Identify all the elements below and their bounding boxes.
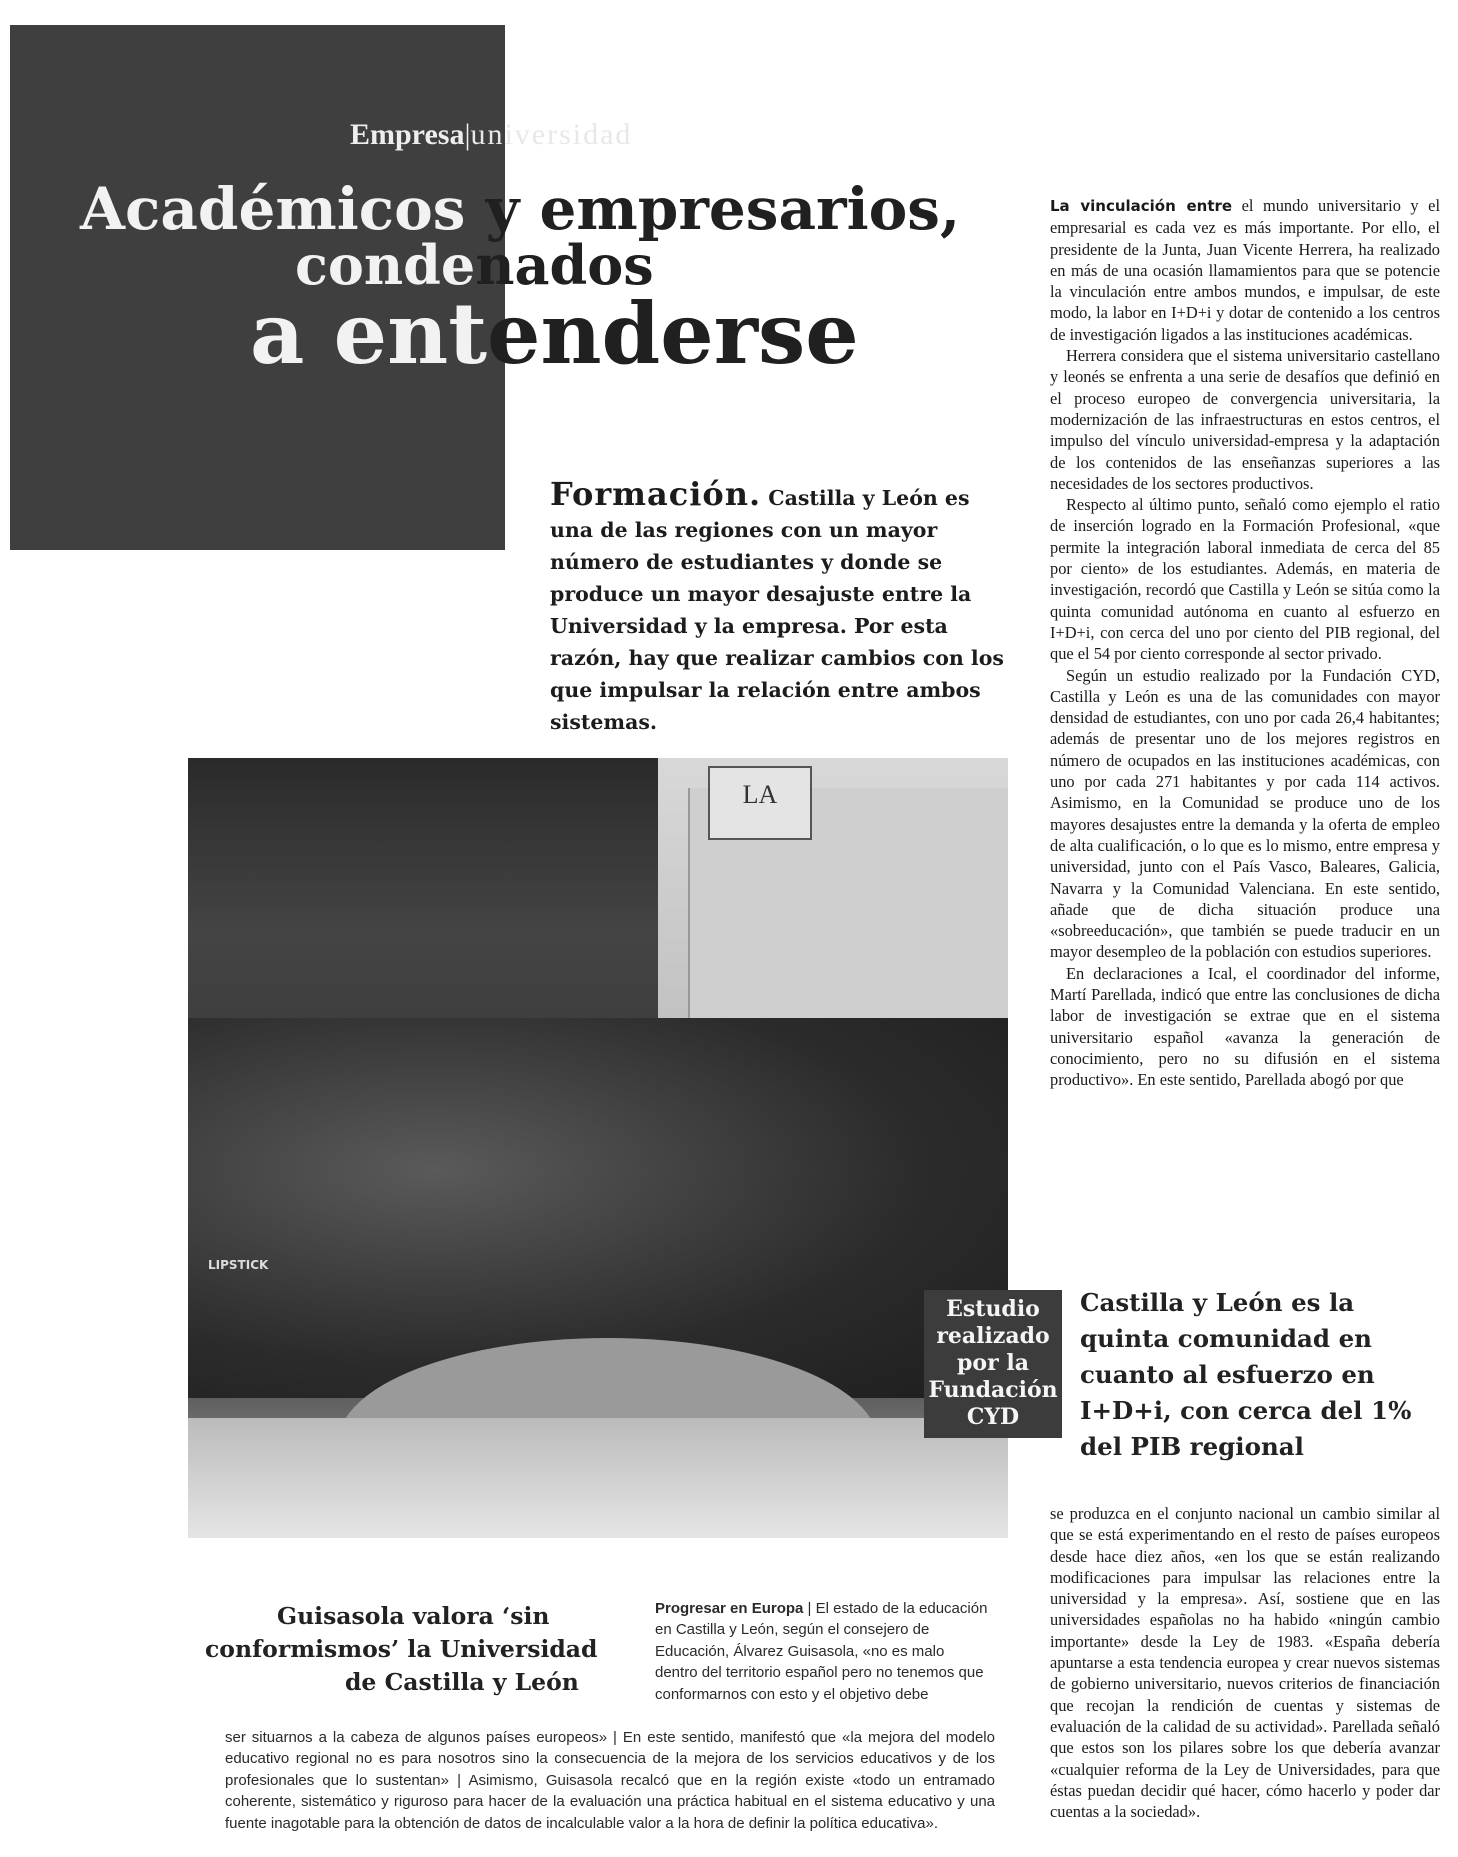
article-column-bottom [1050, 1503, 1440, 1822]
pull-quote: Castilla y León es la quinta comunidad en cuanto al esfuerzo en I+D+i, con cerca del 1% del PIB regional [1080, 1288, 1412, 1461]
caption-line: realizado [936, 1323, 1050, 1349]
caption-line: por la [957, 1350, 1029, 1376]
photo-stand-sign [708, 766, 812, 840]
headline-line-3-rest: enderse [487, 284, 859, 383]
study-caption-box [924, 1290, 1062, 1438]
article-paragraph: Respecto al último punto, señaló como ejemplo el ratio de inserción logrado en la Formación Profesional, «que permite la integración laboral inmediata de cerca del 85 por ciento» de los estudiantes. Además, en materia de investigación, recordó que Castilla y León se sitúa como la quinta comunidad autónoma en cuanto al esfuerzo en I+D+i, con cerca del uno por ciento del PIB regional, del que el 54 por ciento corresponde al sector privado. [1050, 495, 1440, 664]
section-label [350, 118, 632, 152]
caption-line: Estudio [946, 1296, 1040, 1322]
article-paragraph: En declaraciones a Ical, el coordinador del informe, Martí Parellada, indicó que entre las conclusiones de dicha labor de investigación se extrae que en el sistema universitario español «avanza la generación de conocimiento, pero no su difusión en el sistema productivo». En este sentido, Parellada abogó por que [1050, 963, 1440, 1090]
photo-shirt-text: LIPSTICK [208, 1258, 269, 1272]
article-paragraph-1-text: el mundo universitario y el empresarial es cada vez es más importante. Por ello, el presidente de la Junta, Juan Vicente Herrera, ha realizado en más de una ocasión llamamientos para que se potencie la vinculación entre ambos mundos, e impulsar, de este modo, la labor en I+D+i y dotar de contenido a los centros de investigación ligados a las instituciones académicas. [1050, 196, 1440, 344]
crowd-photo [188, 758, 1008, 1538]
lead-keyword: Formación. [550, 475, 762, 513]
lead-paragraph [550, 475, 1010, 738]
sidebar-lead-bold: Progresar en Europa [655, 1600, 804, 1617]
sidebar-title-line-3: de Castilla y León [345, 1668, 579, 1696]
article-paragraph: se produzca en el conjunto nacional un cambio similar al que se está experimentando en el resto de países europeos desde hace diez años, «en los que se están realizando modificaciones para impulsar las relaciones entre la universidad y la empresa». Así, sostiene que en las universidades españolas no ha habido «ningún cambio importante» desde la Ley de 1983. «España debería apuntarse a esta tendencia europea y crear nuevos sistemas de gobierno universitario, nuevos criterios de financiación que recojan la rendición de cuentas y sistemas de evaluación de la calidad de su actividad». Parellada señaló que estos son los pilares sobre los que debería avanzar «cualquier reforma de la Ley de Universidades, para que éstas puedan decidir qué hacer, cómo hacerlo y poder dar cuentas a la sociedad». [1050, 1504, 1440, 1822]
caption-line: Fundación [928, 1377, 1058, 1403]
article-column-top [1050, 195, 1440, 1090]
sidebar-title [205, 1600, 615, 1699]
headline-line-2-inverse: conde [295, 233, 476, 297]
article-paragraph [1050, 195, 1440, 345]
headline-line-1 [80, 175, 1040, 243]
headline-line-3 [250, 284, 1040, 383]
caption-line: CYD [966, 1404, 1020, 1430]
headline-line-1-rest: y empresarios, [465, 175, 961, 243]
photo-table [188, 1418, 1008, 1538]
section-label-separator: | [464, 118, 471, 151]
sidebar-title-line-2: conformismos’ la Universidad [205, 1635, 598, 1663]
lead-text: Castilla y León es una de las regiones con un mayor número de estudiantes y donde se produce un mayor desajuste entre la Universidad y la empresa. Por esta razón, hay que realizar cambios con los que impulsar la relación entre ambos sistemas. [550, 486, 1004, 734]
sidebar-text-top [655, 1598, 990, 1705]
sidebar-text-bottom: ser situarnos a la cabeza de algunos países europeos» | En este sentido, manifestó que «la mejora del modelo educativo regional no es para nosotros sino la consecuencia de la mejora de los servicios educativos y de los profesionales que lo sustentan» | Asimismo, Guisasola recalcó que en la región existe «todo un entramado coherente, sistemático y riguroso para hacer de la evaluación una práctica habitual en el sistema educativo y una fuente inagotable para la obtención de datos de incalculable valor a la hora de definir la política educativa». [225, 1729, 995, 1832]
sidebar-text-1: | El estado de la educación en Castilla y León, según el consejero de Educación, Álvarez Guisasola, «no es malo dentro del territorio español pero no tenemos que conformarnos con esto y el objetivo debe [655, 1600, 988, 1703]
headline-line-3-inverse: a ent [250, 284, 487, 383]
section-label-primary: Empresa [350, 118, 465, 151]
headline [80, 175, 1040, 383]
photo-sign-text: LA [742, 780, 778, 809]
article-paragraph: Según un estudio realizado por la Fundación CYD, Castilla y León es una de las comunidades con mayor densidad de estudiantes, con uno por cada 26,4 habitantes; además de presentar uno de los mejores registros en número de ocupados en las instituciones académicas, con uno por cada 271 habitantes y por cada 114 activos. Asimismo, en la Comunidad se produce uno de los mayores desajustes entre la demanda y la oferta de empleo de alta cualificación, o lo que es lo mismo, entre empresa y universidad, junto con el País Vasco, Baleares, Galicia, Navarra y la Comunidad Valenciana. En este sentido, añade que de dicha situación produce una «sobreeducación», que también se puede traducir en un mayor desempleo de la población con estudios superiores. [1050, 665, 1440, 962]
article-intro-bold: La vinculación entre [1050, 197, 1233, 215]
section-label-secondary: universidad [470, 118, 633, 151]
headline-line-1-inverse: Académicos [80, 175, 466, 243]
headline-line-2-rest: nados [475, 233, 654, 297]
article-paragraph: Herrera considera que el sistema universitario castellano y leonés se enfrenta a una serie de desafíos que definió en el proceso europeo de convergencia universitaria, la modernización de las infraestructuras en estos centros, el impulso del vínculo universidad-empresa y la adaptación de los contenidos de las enseñanzas superiores a las necesidades de los sectores productivos. [1050, 346, 1440, 493]
sidebar-title-line-1: Guisasola valora ‘sin [277, 1602, 550, 1630]
